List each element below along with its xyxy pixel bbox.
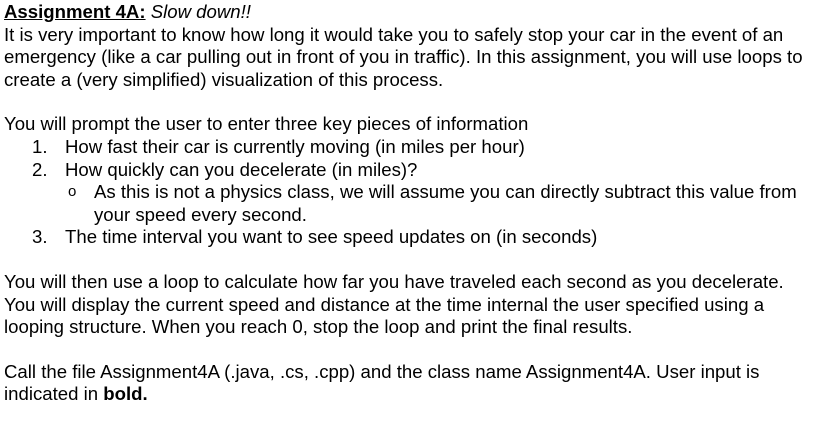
step-number: 1.: [32, 135, 48, 157]
step-number: 3.: [32, 226, 48, 248]
step-text: How fast their car is currently moving (in miles per hour): [65, 135, 525, 157]
steps-list: [4, 136, 816, 249]
step-item: [4, 226, 816, 249]
loop-paragraph: You will then use a loop to calculate how far you have traveled each second as you decelerate. You will display the current speed and distance at the time internal the user specified using a looping structure. When you reach 0, stop the loop and print the final results.: [4, 270, 784, 338]
step-text: The time interval you want to see speed updates on (in seconds): [65, 226, 598, 248]
file-paragraph: [4, 361, 816, 406]
sub-list: [65, 181, 816, 226]
assignment-label: Assignment 4A:: [4, 1, 146, 22]
sub-item-text: As this is not a physics class, we will assume you can directly subtract this value from your speed every second.: [94, 181, 797, 225]
intro-paragraph: It is very important to know how long it would take you to safely stop your car in the event of an emergency (like a car pulling out in front of you in traffic). In this assignment, you will use loops to create a (very simplified) visualization of this process.: [4, 23, 803, 90]
file-paragraph-text: Call the file Assignment4A (.java, .cs, .cpp) and the class name Assignment4A. User input is indicated in: [4, 360, 760, 405]
assignment-subtitle: Slow down!!: [150, 1, 251, 22]
step-text: How quickly can you decelerate (in miles)?: [65, 158, 418, 180]
sub-item: [65, 181, 816, 226]
assignment-title: [4, 1, 816, 24]
hollow-bullet-icon: o: [68, 183, 77, 201]
prompt-intro: You will prompt the user to enter three key pieces of information: [4, 113, 529, 135]
step-item: [4, 159, 816, 227]
step-number: 2.: [32, 158, 48, 180]
bold-word: bold.: [103, 383, 148, 405]
step-item: [4, 136, 816, 159]
spacer: [4, 91, 816, 113]
spacer: [4, 339, 816, 361]
spacer: [4, 249, 816, 271]
